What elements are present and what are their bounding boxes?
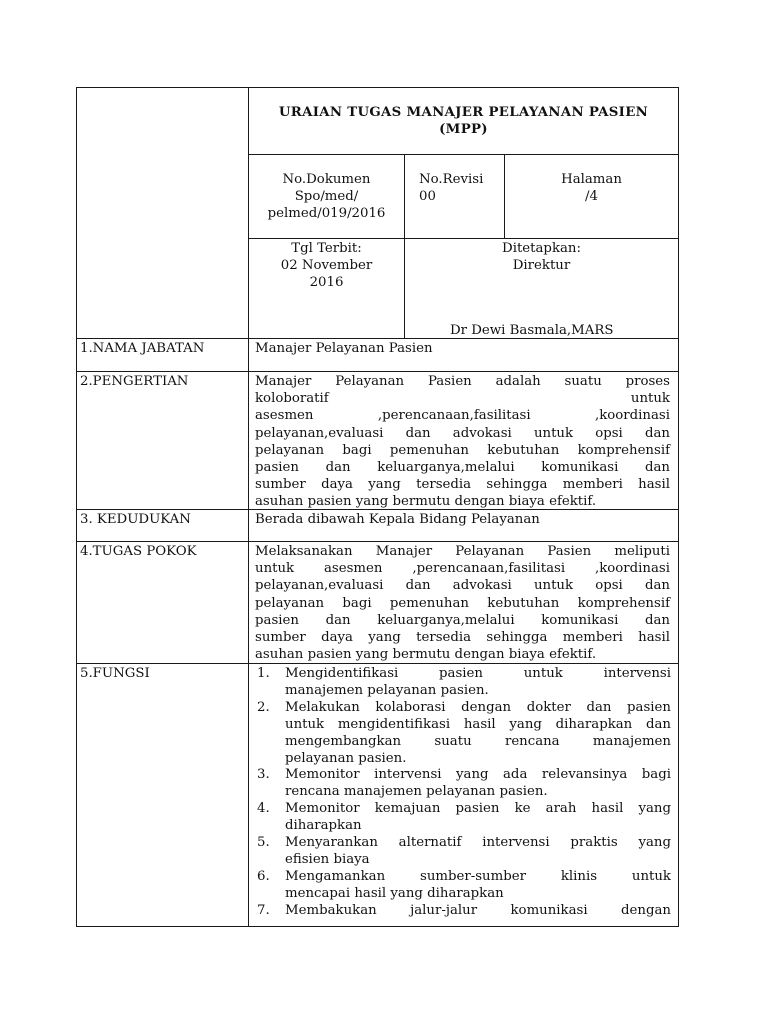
paragraph-line: asesmen ,perencanaan,fasilitasi ,koordinasi <box>255 408 670 424</box>
page-value: /4 <box>585 189 598 204</box>
row-divider-tugas <box>76 541 679 542</box>
fungsi-item-line: Mengidentifikasi pasien untuk intervensi <box>285 666 671 681</box>
fungsi-item-line: Membakukan jalur-jalur komunikasi dengan <box>285 902 671 918</box>
paragraph-line: asuhan pasien yang bermutu dengan biaya efektif. <box>255 494 597 510</box>
document-title-abbr: (MPP) <box>439 122 488 137</box>
fungsi-item-line: Mengamankan sumber-sumber klinis untuk <box>285 868 671 884</box>
fungsi-item-number: 2. <box>257 699 270 715</box>
paragraph-line: sumber daya yang tersedia sehingga memberi hasil <box>255 477 670 493</box>
fungsi-item-line: Memonitor intervensi yang ada relevansinya bagi <box>285 767 671 783</box>
fungsi-item-line: manajemen pelayanan pasien. <box>285 682 489 698</box>
fungsi-item-line: efisien biaya <box>285 851 370 867</box>
table-border-top <box>76 87 679 88</box>
fungsi-item-line: Memonitor kemajuan pasien ke arah hasil yang <box>285 801 671 817</box>
fungsi-item-line: untuk mengidentifikasi hasil yang diharapkan dan <box>285 716 671 732</box>
tugas-pokok-label: 4.TUGAS POKOK <box>80 544 197 559</box>
paragraph-line: pelayanan,evaluasi dan advokasi untuk opsi dan <box>255 578 670 594</box>
fungsi-item-line: mengembangkan suatu rencana manajemen <box>285 733 671 749</box>
paragraph-line: pelayanan,evaluasi dan advokasi untuk opsi dan <box>255 425 670 441</box>
page-label: Halaman <box>561 172 622 187</box>
fungsi-item-line: Melakukan kolaborasi dengan dokter dan pasien <box>285 699 671 715</box>
header-row-divider-2 <box>248 238 679 239</box>
fungsi-label: 5.FUNGSI <box>80 666 150 681</box>
fungsi-item-line: rencana manajemen pelayanan pasien. <box>285 784 548 800</box>
doc-number-value-2: pelmed/019/2016 <box>267 206 386 221</box>
issued-date: 02 November <box>280 258 373 273</box>
fungsi-item-number: 1. <box>257 666 270 681</box>
fungsi-item-number: 3. <box>257 767 270 783</box>
paragraph-line: asuhan pasien yang bermutu dengan biaya efektif. <box>255 647 597 663</box>
doc-number-value: Spo/med/ <box>294 189 359 204</box>
fungsi-item-line: diharapkan <box>285 818 362 834</box>
nama-jabatan-label: 1.NAMA JABATAN <box>80 341 205 356</box>
approver-role: Direktur <box>512 258 571 273</box>
paragraph-line: pelayanan bagi pemenuhan kebutuhan komprehensif <box>255 442 670 458</box>
kedudukan-value: Berada dibawah Kepala Bidang Pelayanan <box>255 512 540 527</box>
paragraph-line: Melaksanakan Manajer Pelayanan Pasien meliputi <box>255 544 670 559</box>
fungsi-item-number: 5. <box>257 835 270 850</box>
paragraph-line: Manajer Pelayanan Pasien adalah suatu proses <box>255 374 670 389</box>
fungsi-item-number: 7. <box>257 902 270 918</box>
approver-name: Dr Dewi Basmala,MARS <box>450 323 614 338</box>
paragraph-line: koloboratif untuk <box>255 391 670 407</box>
fungsi-item-line: Menyarankan alternatif intervensi praktis yang <box>285 835 671 850</box>
row-divider-pengertian <box>76 371 679 372</box>
table-border-right <box>678 87 679 927</box>
revision-label: No.Revisi <box>419 172 484 187</box>
issued-year: 2016 <box>309 275 344 290</box>
fungsi-item-line: pelayanan pasien. <box>285 750 407 766</box>
table-border-bottom <box>76 926 679 927</box>
paragraph-line: pasien dan keluarganya,melalui komunikasi dan <box>255 460 670 475</box>
header-row-divider-1 <box>248 154 679 155</box>
nama-jabatan-value: Manajer Pelayanan Pasien <box>255 341 433 356</box>
document-title: URAIAN TUGAS MANAJER PELAYANAN PASIEN <box>278 105 649 120</box>
doc-number-label: No.Dokumen <box>282 172 371 187</box>
kedudukan-label: 3. KEDUDUKAN <box>80 512 191 527</box>
paragraph-line: pasien dan keluarganya,melalui komunikasi dan <box>255 612 670 628</box>
paragraph-line: untuk asesmen ,perencanaan,fasilitasi ,koordinasi <box>255 561 670 577</box>
paragraph-line: sumber daya yang tersedia sehingga memberi hasil <box>255 630 670 645</box>
fungsi-item-number: 4. <box>257 801 270 817</box>
pengertian-label: 2.PENGERTIAN <box>80 374 189 389</box>
fungsi-item-number: 6. <box>257 868 270 884</box>
revision-value: 00 <box>419 189 436 204</box>
issued-label: Tgl Terbit: <box>291 241 362 256</box>
paragraph-line: pelayanan bagi pemenuhan kebutuhan komprehensif <box>255 595 670 611</box>
approved-label: Ditetapkan: <box>502 241 581 256</box>
fungsi-item-line: mencapai hasil yang diharapkan <box>285 885 504 901</box>
table-border-left <box>76 87 77 927</box>
